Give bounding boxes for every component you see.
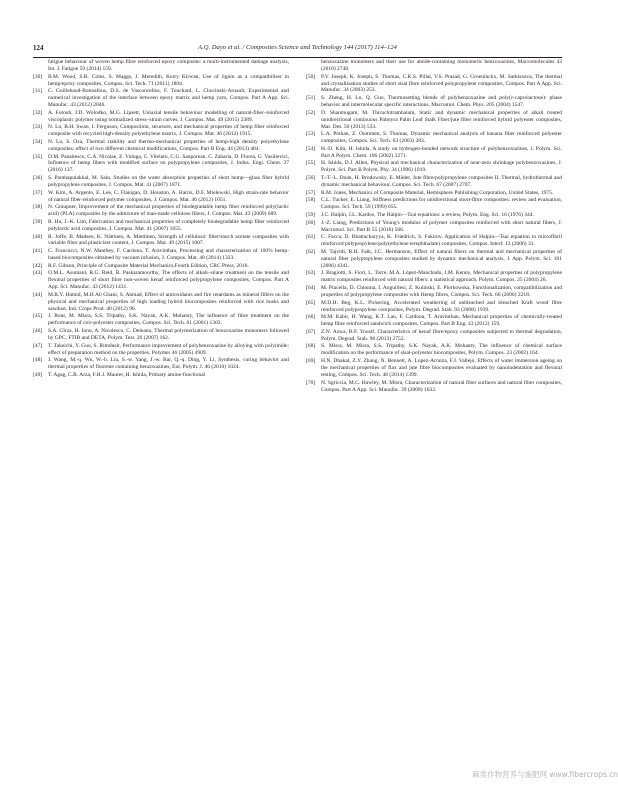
reference-text: H.-D. Kim, H. Ishida, A study on hydrogen-bonded network structure of polybenzoxazines, J. Polym. Sci. Part A Polym. Chem. 106 (2002) 3271. [321, 145, 562, 159]
reference-entry [306, 343, 562, 357]
reference-entry [306, 270, 562, 284]
reference-text: D. Shanmugam, M. Thiruchitrambalam, Static and dynamic mechanical properties of alkali treated unidirectional continuous Palmyra Palm Leaf Stalk Fiber/jute fiber reinforced hybrid polyester composites, Mat. Des. 50 (2013) 533. [321, 109, 562, 130]
reference-text: D.M. Panaitescu, C.A. Nicolae, Z. Vuluga, C. Vitelaru, C.G. Sanporean, C. Zaharia, D. Florea, G. Vasilievici, Influence of hemp fibers with modified surface on polypropylene composites, J. Indus. Engi. Chem. 37 (2016) 137. [48, 153, 289, 174]
header-rule [33, 57, 562, 58]
reference-number [33, 59, 48, 73]
reference-number: [42] [33, 262, 43, 269]
reference-text: benzoxazine monomers and their use for amide-containing monomeric benzoxazines, Macromolecules 43 (2010) 2748. [321, 59, 562, 72]
reference-entry [306, 110, 562, 131]
reference-number: [31] [33, 88, 43, 95]
reference-number: [37] [33, 189, 43, 196]
reference-text: T.-T.-L. Doan, H. Brodowsky, E. Mäder, Jute fibre/polypropylene composites II. Thermal, hydrothermal and dynamic mechanical behaviour, Compos. Sci. Tech. 67 (2007) 2707. [321, 175, 562, 188]
reference-text: J. Wang, M.-q. Wu, W.-b. Liu, S.-w. Yang, J.-w. Bai, Q.-q. Ding, Y. Li, Synthesis, curing behavior and thermal properties of fluorene containing benzoxazines, Eur. Polym. J. 46 (2010) 1024. [48, 357, 289, 371]
reference-entry [33, 328, 289, 342]
reference-number: [34] [33, 138, 43, 145]
reference-entry [33, 292, 289, 313]
reference-number: [45] [33, 313, 43, 320]
reference-number: [41] [33, 248, 43, 255]
reference-text: C.L. Tucker, E. Liang, Stiffness predictions for unidirectional short-fibre composites: review and evaluation, Compos. Sci. Tech. 59 (1999) 655. [321, 197, 562, 211]
reference-entry [33, 190, 289, 204]
reference-text: J. Biagiotti, S. Fiori, L. Torre, M.A. López-Manchado, J.M. Kenny, Mechanical properties of polypropylene matrix composites reinforced with natural fibers: a statistical approach, Polym. Compos. 25 (2004) 26. [321, 270, 562, 284]
reference-number: [57] [306, 189, 316, 196]
page-number: 124 [33, 44, 44, 52]
reference-text: T. Takeichi, Y. Guo, S. Rimdusit, Performance improvement of polybenzoxazine by alloying with polyimide: effect of preparation method on the properties, Polymer 46 (2005) 4909. [48, 342, 289, 356]
reference-entry [306, 300, 562, 314]
reference-number: [70] [306, 379, 316, 386]
reference-entry [306, 285, 562, 299]
reference-entry [306, 234, 562, 248]
reference-entry [306, 59, 562, 73]
reference-text: Z.N. Azwa, B.F. Yousif, Characteristics of kenaf fibre/epoxy composites subjected to thermal degradation, Polym. Degrad. Stab. 98 (2013) 2752. [321, 328, 562, 342]
reference-entry [33, 88, 289, 109]
reference-text: B.M. Wood, S.R. Coles, S. Maggs, J. Meredith, Kerry Kirwan, Use of lignin as a compatibiliser in hemp/epoxy composites, Compos. Sci. Tech. 71 (2011) 1804. [48, 73, 289, 87]
reference-entry [306, 95, 562, 109]
reference-entry [306, 314, 562, 328]
reference-number: [52] [306, 109, 316, 116]
reference-entry [306, 212, 562, 219]
reference-entry [306, 220, 562, 234]
reference-entry [33, 313, 289, 327]
reference-number: [65] [306, 299, 316, 306]
reference-text: S. Zheng, H. Lu, Q. Guo, Thermosetting blends of polybenzoxazine and poly(ε-caprolactone): phase behavior and intermolecular specific interactions, Macromol. Chem. Phys. 205 (2004) 1547. [321, 95, 562, 109]
reference-text: O.M.L. Asumani, R.G. Reid, R. Paskaramoorthy, The effects of alkali–silane treatment on the tensile and flexural properties of short fibre non-woven kenaf reinforced polypropylene composites, Compos. Part A App. Sci. Manufac. 43 (2012) 1431. [48, 270, 289, 291]
reference-entry [33, 59, 289, 73]
reference-entry [306, 380, 562, 394]
reference-entry [33, 204, 289, 218]
reference-number: [51] [306, 95, 316, 102]
reference-entry [33, 154, 289, 175]
site-watermark: 麻类作物营养与施肥网 www.fibercrops.cn [472, 770, 618, 779]
reference-number: [47] [33, 342, 43, 349]
reference-entry [306, 249, 562, 270]
reference-text: L.A. Pothan, Z. Oommen, S. Thomas, Dynamic mechanical analysis of banana fiber reinforced polyester composites, Compos. Sci. Tech. 63 (2003) 283. [321, 131, 562, 145]
reference-entry [306, 146, 562, 160]
reference-entry [306, 329, 562, 343]
reference-entry [306, 74, 562, 95]
reference-entry [306, 190, 562, 197]
reference-text: R.F. Gibson, Principle of Composite Material Mechanics,Fourth Edition, CRC Press, 2016. [48, 262, 249, 269]
reference-text: C. Francucci, N.W. Manthey, F. Cardona, T. Aravinthan, Processing and characterization of 100% hemp-based biocomposites obtained by vacuum infusion, J. Compos. Mat. 48 (2014) 1323. [48, 248, 289, 262]
reference-entry [33, 270, 289, 291]
reference-number: [46] [33, 328, 43, 335]
reference-text: H.N. Dhakal, Z.Y. Zhang, N. Bennett, A. Lopez-Arraiza, F.J. Vallejo, Effects of water immersion ageing on the mechanical properties of flax and jute fibre biocomposites evaluated by nanoindentation and flexural testing, Compos. Sci. Tech. 48 (2014) 1399. [321, 358, 562, 378]
reference-number: [53] [306, 131, 316, 138]
reference-text: C. Guillebaud-Bonnafous, D.S. de Vasconcellos, F. Touchard, L. Chocinski-Arnault, Experimental and numerical investigation of the interface between epoxy matrix and hemp yarn, Compos. Part A App. Sci. Manufac. 43 (2012) 2046. [48, 88, 289, 109]
reference-text: N. Graupner, Improvement of the mechanical properties of biodegradable hemp fiber reinforced poly(lactic acid) (PLA) composites by the admixture of man-made cellulose fibers, J. Compos. Mat. 43 (2009) 689. [48, 204, 289, 218]
reference-number: [61] [306, 234, 316, 241]
reference-entry [306, 358, 562, 379]
reference-entry [33, 372, 289, 379]
reference-number: [35] [33, 153, 43, 160]
reference-number: [44] [33, 291, 43, 298]
reference-number: [64] [306, 285, 316, 292]
reference-entry [33, 263, 289, 270]
reference-number: [69] [306, 358, 316, 365]
reference-text: S. Misra, M. Misra, S.S. Tripathy, S.K. Nayak, A.K. Mohanty, The influence of chemical surface modification on the performance of sisal-polyester biocomposites, Polym. Compos. 23 (2002) 164. [321, 343, 562, 357]
reference-text: N. Lu, R.H. Swan, I. Ferguson, Composition, structure, and mechanical properties of hemp fiber reinforced composite with recycled high-density polyethylene matrix, J. Compos. Mat. 46 (2012) 1915. [48, 124, 289, 138]
reference-number: [54] [306, 145, 316, 152]
reference-entry [33, 74, 289, 88]
reference-text: M.M. Kabir, H. Wang, K.T. Lau, F. Cardona, T. Aravinthan, Mechanical properties of chemically-treated hemp fibre reinforced sandwich composites, Compos. Part B Eng. 43 (2012) 159. [321, 314, 562, 328]
reference-text: J. Rout, M. Misra, S.S. Tripathy, S.K. Nayak, A.K. Mohanty, The influence of fibre treatment on the performance of coir-polyester composites, Compos. Sci. Tech. 61 (2001) 1303. [48, 313, 289, 327]
running-head: A.Q. Dayo et al. / Composites Science and Technology 144 (2017) 114–124 [198, 44, 397, 51]
reference-number: [56] [306, 175, 316, 182]
reference-number: [63] [306, 270, 316, 277]
reference-text: S. Panthapulakkal, M. Sain, Studies on the water absorption properties of short hemp—glass fiber hybrid polypropylene composites, J. Compos. Mat. 41 (2007) 1871. [48, 175, 289, 188]
reference-number [306, 59, 321, 73]
reference-number: [43] [33, 270, 43, 277]
reference-number: [66] [306, 314, 316, 321]
reference-text: R.M. Jones, Mechanics of Composite Material, Hemisphere Publishing Corporation, United States, 1975. [321, 189, 554, 196]
reference-entry [33, 234, 289, 248]
reference-text: fatigue behaviour of woven hemp fibre reinforced epoxy composite: a multi-instrumented damage analysis, Int. J. Fatigue 59 (2014) 159. [48, 59, 289, 72]
reference-number: [32] [33, 109, 43, 116]
reference-number: [33] [33, 124, 43, 131]
reference-number: [67] [306, 328, 316, 335]
reference-text: N. Lu, S. Oza, Thermal stability and thermo-mechanical properties of hemp-high density polyethylene composites: effect of two different chemical modifications, Compos. Part B Eng. 44 (2013) 484. [48, 138, 289, 152]
reference-number: [58] [306, 197, 316, 204]
reference-entry [33, 175, 289, 189]
reference-text: J.-Z. Liang, Predictions of Young's modulus of polymer composites reinforced with short natural fibers, J. Macromol. Sci. Part B 55 (2016) 566. [321, 219, 562, 233]
reference-entry [306, 131, 562, 145]
reference-number: [60] [306, 219, 316, 226]
reference-entry [33, 357, 289, 371]
reference-text: P.V. Joseph, K. Joseph, S. Thomas, C.K.S. Pillai, V.S. Prasad, G. Groeninckx, M. Sarkissova, The thermal and crystallisation studies of short sisal fibre reinforced polypropylene composites, Compos. Part A App. Sci. Manufac. 34 (2003) 253. [321, 73, 562, 94]
reference-text: M. Pracella, D. Chionna, I. Anguillesi, Z. Kulinski, E. Piorkowska, Functionalization, compatibilization and properties of polypropylene composites with Hemp fibres, Compos. Sci. Tech. 66 (2006) 2218. [321, 285, 562, 298]
reference-number: [30] [33, 73, 43, 80]
reference-number: [36] [33, 175, 43, 182]
reference-text: N. Sgriccia, M.C. Hawley, M. Misra, Characterization of natural fiber surfaces and natural fiber composites, Compos. Part A App. Sci. Manufac. 39 (2008) 1632. [321, 379, 562, 393]
reference-entry [33, 124, 289, 138]
reference-number: [62] [306, 248, 316, 255]
reference-text: M.R.Y. Hamid, M.H Ab Ghani, S. Ahmad, Effect of antioxidants and fire retardants as mineral fillers on the physical and mechanical properties of high loading hybrid biocomposites reinforced with rice husks and sawdust, Ind. Crops Prod. 40 (2012) 96. [48, 291, 289, 312]
reference-entry [306, 160, 562, 174]
reference-number: [55] [306, 160, 316, 167]
reference-column-right [306, 59, 562, 394]
reference-number: [38] [33, 204, 43, 211]
reference-entry [306, 175, 562, 189]
reference-entry [33, 139, 289, 153]
reference-text: J.C. Halpin, J.L. Kardos, The Halpin—Tsai equations: a review, Polym. Eng. Sci. 16 (1976) 344. [321, 212, 534, 218]
reference-number: [50] [306, 73, 316, 80]
reference-text: R. Joffe, B. Madsen, K. Nättinen, A. Miettinen, Strength of cellulosic fiber/starch acetate composites with variable fiber and plasticizer content, J. Compos. Mat. 49 (2015) 1007. [48, 233, 289, 247]
reference-number: [68] [306, 343, 316, 350]
reference-number: [59] [306, 212, 316, 218]
reference-number: [40] [33, 233, 43, 240]
reference-text: H. Ishida, D.J. Allen, Physical and mechanical characterization of near-zero shrinkage polybenzoxazines, J. Polym. Sci. Part B Polym. Phy. 34 (1996) 1019. [321, 160, 562, 174]
reference-entry [33, 248, 289, 262]
reference-number: [48] [33, 357, 43, 364]
reference-text: T. Agag, C.R. Arza, F.H.J. Maurer, H. Ishida, Primary amine-functional [48, 371, 206, 378]
reference-text: W. Kim, A. Argento, E. Lee, C. Flanigan, D. Houston, A. Harris, D.F. Mielewski, High strain-rate behavior of natural fiber-reinforced polymer composites, J. Compos. Mat. 46 (2012) 1051. [48, 189, 289, 203]
reference-number: [39] [33, 218, 43, 225]
reference-entry [33, 343, 289, 357]
reference-entry [33, 219, 289, 233]
page-header [33, 44, 562, 56]
reference-number: [49] [33, 371, 43, 378]
reference-entry [306, 197, 562, 211]
reference-text: M. Tajvidi, R.H. Falk, J.C. Hermanson, Effect of natural fibers on thermal and mechanical properties of natural fiber polypropylene composites studied by dynamic mechanical analysis, J. App. Polym. Sci. 101 (2006) 4341. [321, 248, 562, 269]
reference-text: C. Facca, D. Bhattacharyya, K. Friedrich, S. Fakirov, Application of Halpin—Tsai equation to microfibril reinforced polypropylene/poly(ethylene terephthalate) composites, Compos. Interf. 13 (2006) 31. [321, 234, 562, 248]
reference-entry [33, 110, 289, 124]
reference-text: S.A. Gîrza, H. Ionu, A. Nicolescu, C. Deleanu, Thermal polymerization of benzoxazine monomers followed by GPC, FTIR and DETA, Polym. Test. 26 (2007) 162. [48, 328, 289, 341]
reference-text: A. Fotouh, J.D. Wolodko, M.G. Lipsett, Uniaxial tensile behaviour modelling of natural-fiber–reinforced viscoplastic polymer using normalized stress–strain curves, J. Compos. Mat. 49 (2015) 2389. [48, 109, 289, 123]
reference-text: M.D.H. Beg, K.L. Pickering, Accelerated weathering of unbleached and bleached Kraft wood fibre reinforced polypropylene composites, Polym. Degrad. Stab. 93 (2008) 1939. [321, 299, 562, 313]
reference-column-left [33, 59, 289, 380]
reference-text: R. Hu, J.-K. Lim, Fabrication and mechanical properties of completely biodegradable hemp fiber reinforced polylactic acid composites, J. Compos. Mat. 41 (2007) 1655. [48, 218, 289, 232]
